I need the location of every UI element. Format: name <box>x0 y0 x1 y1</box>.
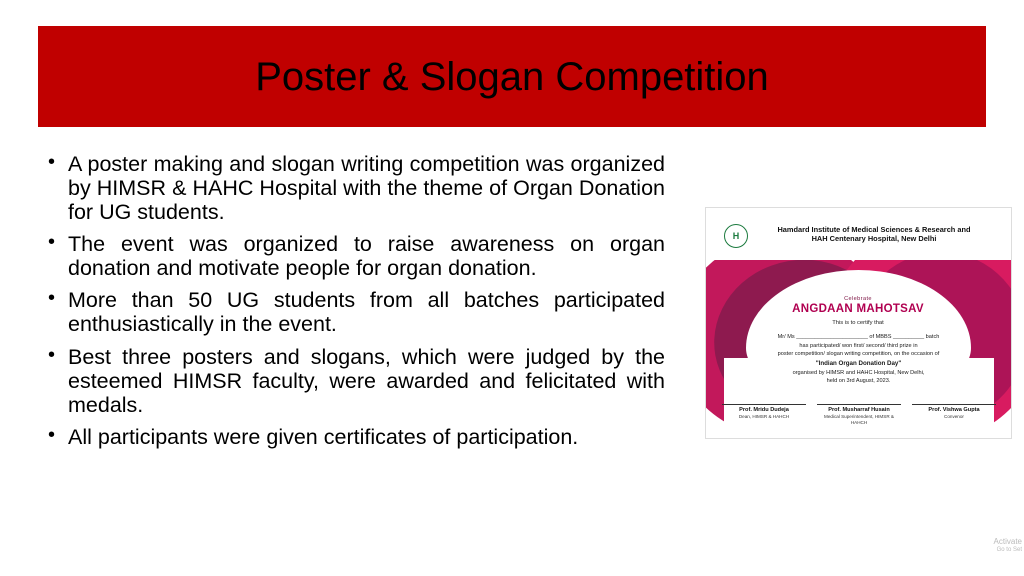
institute-logo-letter: H <box>732 231 740 241</box>
certificate-canvas <box>706 208 1011 438</box>
institute-name <box>754 224 994 244</box>
certificate-image <box>705 207 1012 439</box>
signature-name: Prof. Musharraf Husain <box>828 407 890 413</box>
list-item: • The event was organized to raise awareness on organ donation and motivate people for organ donation. <box>40 232 665 280</box>
certificate-body-line: has participated/ won first/ second/ third prize in <box>799 342 918 349</box>
signature-name: Prof. Mridu Dudeja <box>739 407 789 413</box>
signature-role: Dean, HIMSR & HAHCH <box>738 414 790 420</box>
certificate-title-block <box>758 296 958 326</box>
list-item: • All participants were given certificates of participation. <box>40 425 665 449</box>
list-item: • More than 50 UG students from all batches participated enthusiastically in the event. <box>40 288 665 336</box>
signature-block <box>912 404 996 426</box>
certificate-body-line: poster competition/ slogan writing competition, on the occasion of <box>777 351 940 358</box>
certificate-body-line: held on 3rd August, 2023. <box>826 378 891 385</box>
signature-role: Convenor <box>944 414 964 420</box>
signature-row <box>722 404 996 426</box>
event-title: ANGDAAN MAHOTSAV <box>792 303 924 315</box>
watermark-line2: Go to Set <box>996 546 1022 553</box>
signature-name: Prof. Vishwa Gupta <box>928 407 980 413</box>
certificate-body-line-emphasis: "Indian Organ Donation Day" <box>815 359 902 367</box>
list-item: • Best three posters and slogans, which were judged by the esteemed HIMSR faculty, were awarded and felicitated with medals. <box>40 345 665 417</box>
title-banner <box>38 26 986 127</box>
institute-logo-icon <box>724 224 748 248</box>
certificate-body-line: Mr/ Ms _______________________ of MBBS __________ batch <box>777 334 940 340</box>
certificate-body <box>736 333 981 386</box>
certificate-header <box>724 224 994 248</box>
institute-name-line2: HAH Centenary Hospital, New Delhi <box>811 234 937 244</box>
signature-block <box>722 404 806 426</box>
list-item: • A poster making and slogan writing competition was organized by HIMSR & HAHC Hospital with the theme of Organ Donation for UG students. <box>40 152 665 224</box>
institute-name-line1: Hamdard Institute of Medical Sciences & Research and <box>777 225 971 234</box>
certificate-body-line: organised by HIMSR and HAHC Hospital, New Delhi, <box>792 369 925 376</box>
bullet-list <box>40 152 665 457</box>
page-title: Poster & Slogan Competition <box>255 54 769 99</box>
signature-block <box>817 404 901 426</box>
celebrate-label: Celebrate <box>844 296 872 302</box>
signature-role: Medical Superintendent, HIMSR & HAHCH <box>824 414 894 426</box>
watermark-line1: Activate <box>993 537 1022 547</box>
activate-windows-watermark <box>994 537 1022 554</box>
certify-line: This is to certify that <box>832 320 884 326</box>
